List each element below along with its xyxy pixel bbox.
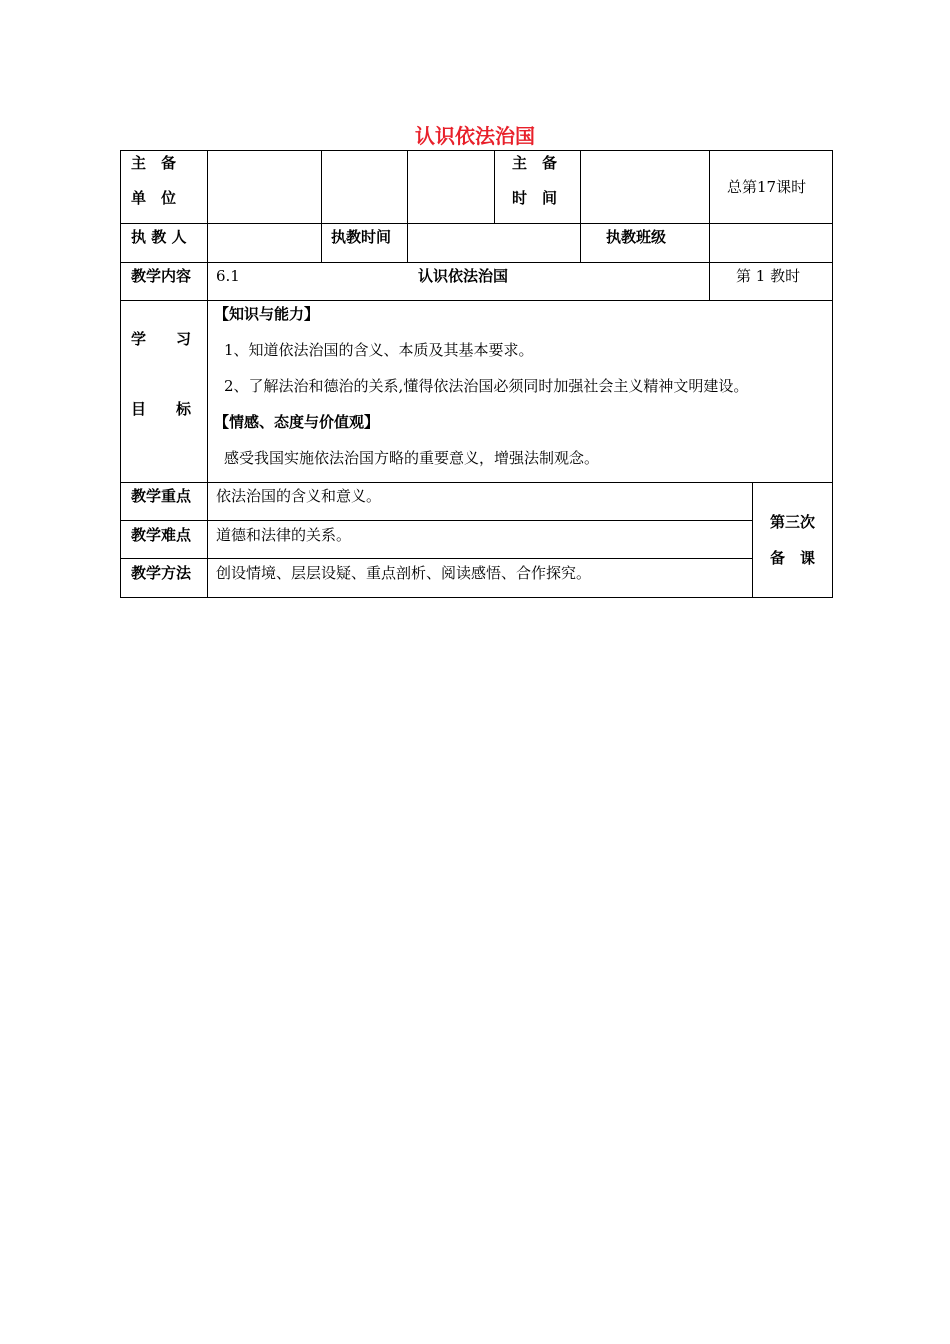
section-number: 6.1 — [216, 267, 240, 285]
table-rule — [120, 223, 833, 224]
table-border-top — [120, 150, 833, 151]
table-border-right — [832, 150, 833, 598]
teaching-time-label: 执教时间 — [331, 228, 392, 246]
table-rule — [321, 150, 322, 224]
method-label: 教学方法 — [131, 564, 192, 582]
table-rule — [120, 300, 833, 301]
knowledge-heading: 【知识与能力】 — [214, 305, 320, 323]
focus-label: 教学重点 — [131, 487, 192, 505]
table-rule — [120, 520, 753, 521]
unit-label-line1: 主 备 — [131, 154, 177, 172]
unit-label-line2: 单 位 — [131, 189, 177, 207]
objectives-label-line1: 学 习 — [131, 330, 192, 348]
table-border-bottom — [120, 597, 833, 598]
page-title: 认识依法治国 — [415, 124, 535, 148]
teacher-label: 执 教 人 — [131, 228, 187, 246]
objective-item-3: 感受我国实施依法治国方略的重要意义，增强法制观念。 — [224, 449, 600, 467]
table-rule — [207, 482, 208, 598]
table-rule — [207, 300, 208, 483]
table-rule — [752, 482, 753, 598]
table-rule — [407, 223, 408, 263]
table-rule — [120, 558, 753, 559]
table-border-left — [120, 150, 121, 598]
table-rule — [207, 150, 208, 224]
time-label-line1: 主 备 — [512, 154, 558, 172]
lesson-topic: 认识依法治国 — [418, 267, 509, 285]
third-prep-label-line1: 第三次 — [770, 513, 816, 531]
method-text: 创设情境、层层设疑、重点剖析、阅读感悟、合作探究。 — [216, 564, 592, 582]
table-rule — [120, 482, 833, 483]
table-rule — [709, 262, 710, 301]
difficulty-label: 教学难点 — [131, 526, 192, 544]
table-rule — [407, 150, 408, 224]
teaching-class-label: 执教班级 — [606, 228, 667, 246]
total-lesson-count: 总第17课时 — [727, 178, 807, 196]
table-rule — [207, 262, 208, 301]
objectives-label-line2: 目 标 — [131, 400, 192, 418]
table-rule — [120, 262, 833, 263]
table-rule — [207, 223, 208, 263]
time-label-line2: 时 间 — [512, 189, 558, 207]
table-rule — [494, 150, 495, 224]
objective-item-2: 2、了解法治和德治的关系,懂得依法治国必须同时加强社会主义精神文明建设。 — [224, 377, 749, 395]
lesson-period: 第 1 教时 — [736, 267, 801, 285]
content-label: 教学内容 — [131, 267, 192, 285]
objective-item-1: 1、知道依法治国的含义、本质及其基本要求。 — [224, 341, 534, 359]
table-rule — [580, 223, 581, 263]
third-prep-label-line2: 备 课 — [770, 549, 816, 567]
table-rule — [580, 150, 581, 224]
attitude-heading: 【情感、态度与价值观】 — [214, 413, 380, 431]
table-rule — [321, 223, 322, 263]
difficulty-text: 道德和法律的关系。 — [216, 526, 352, 544]
focus-text: 依法治国的含义和意义。 — [216, 487, 382, 505]
table-rule — [709, 223, 710, 263]
table-rule — [709, 150, 710, 224]
